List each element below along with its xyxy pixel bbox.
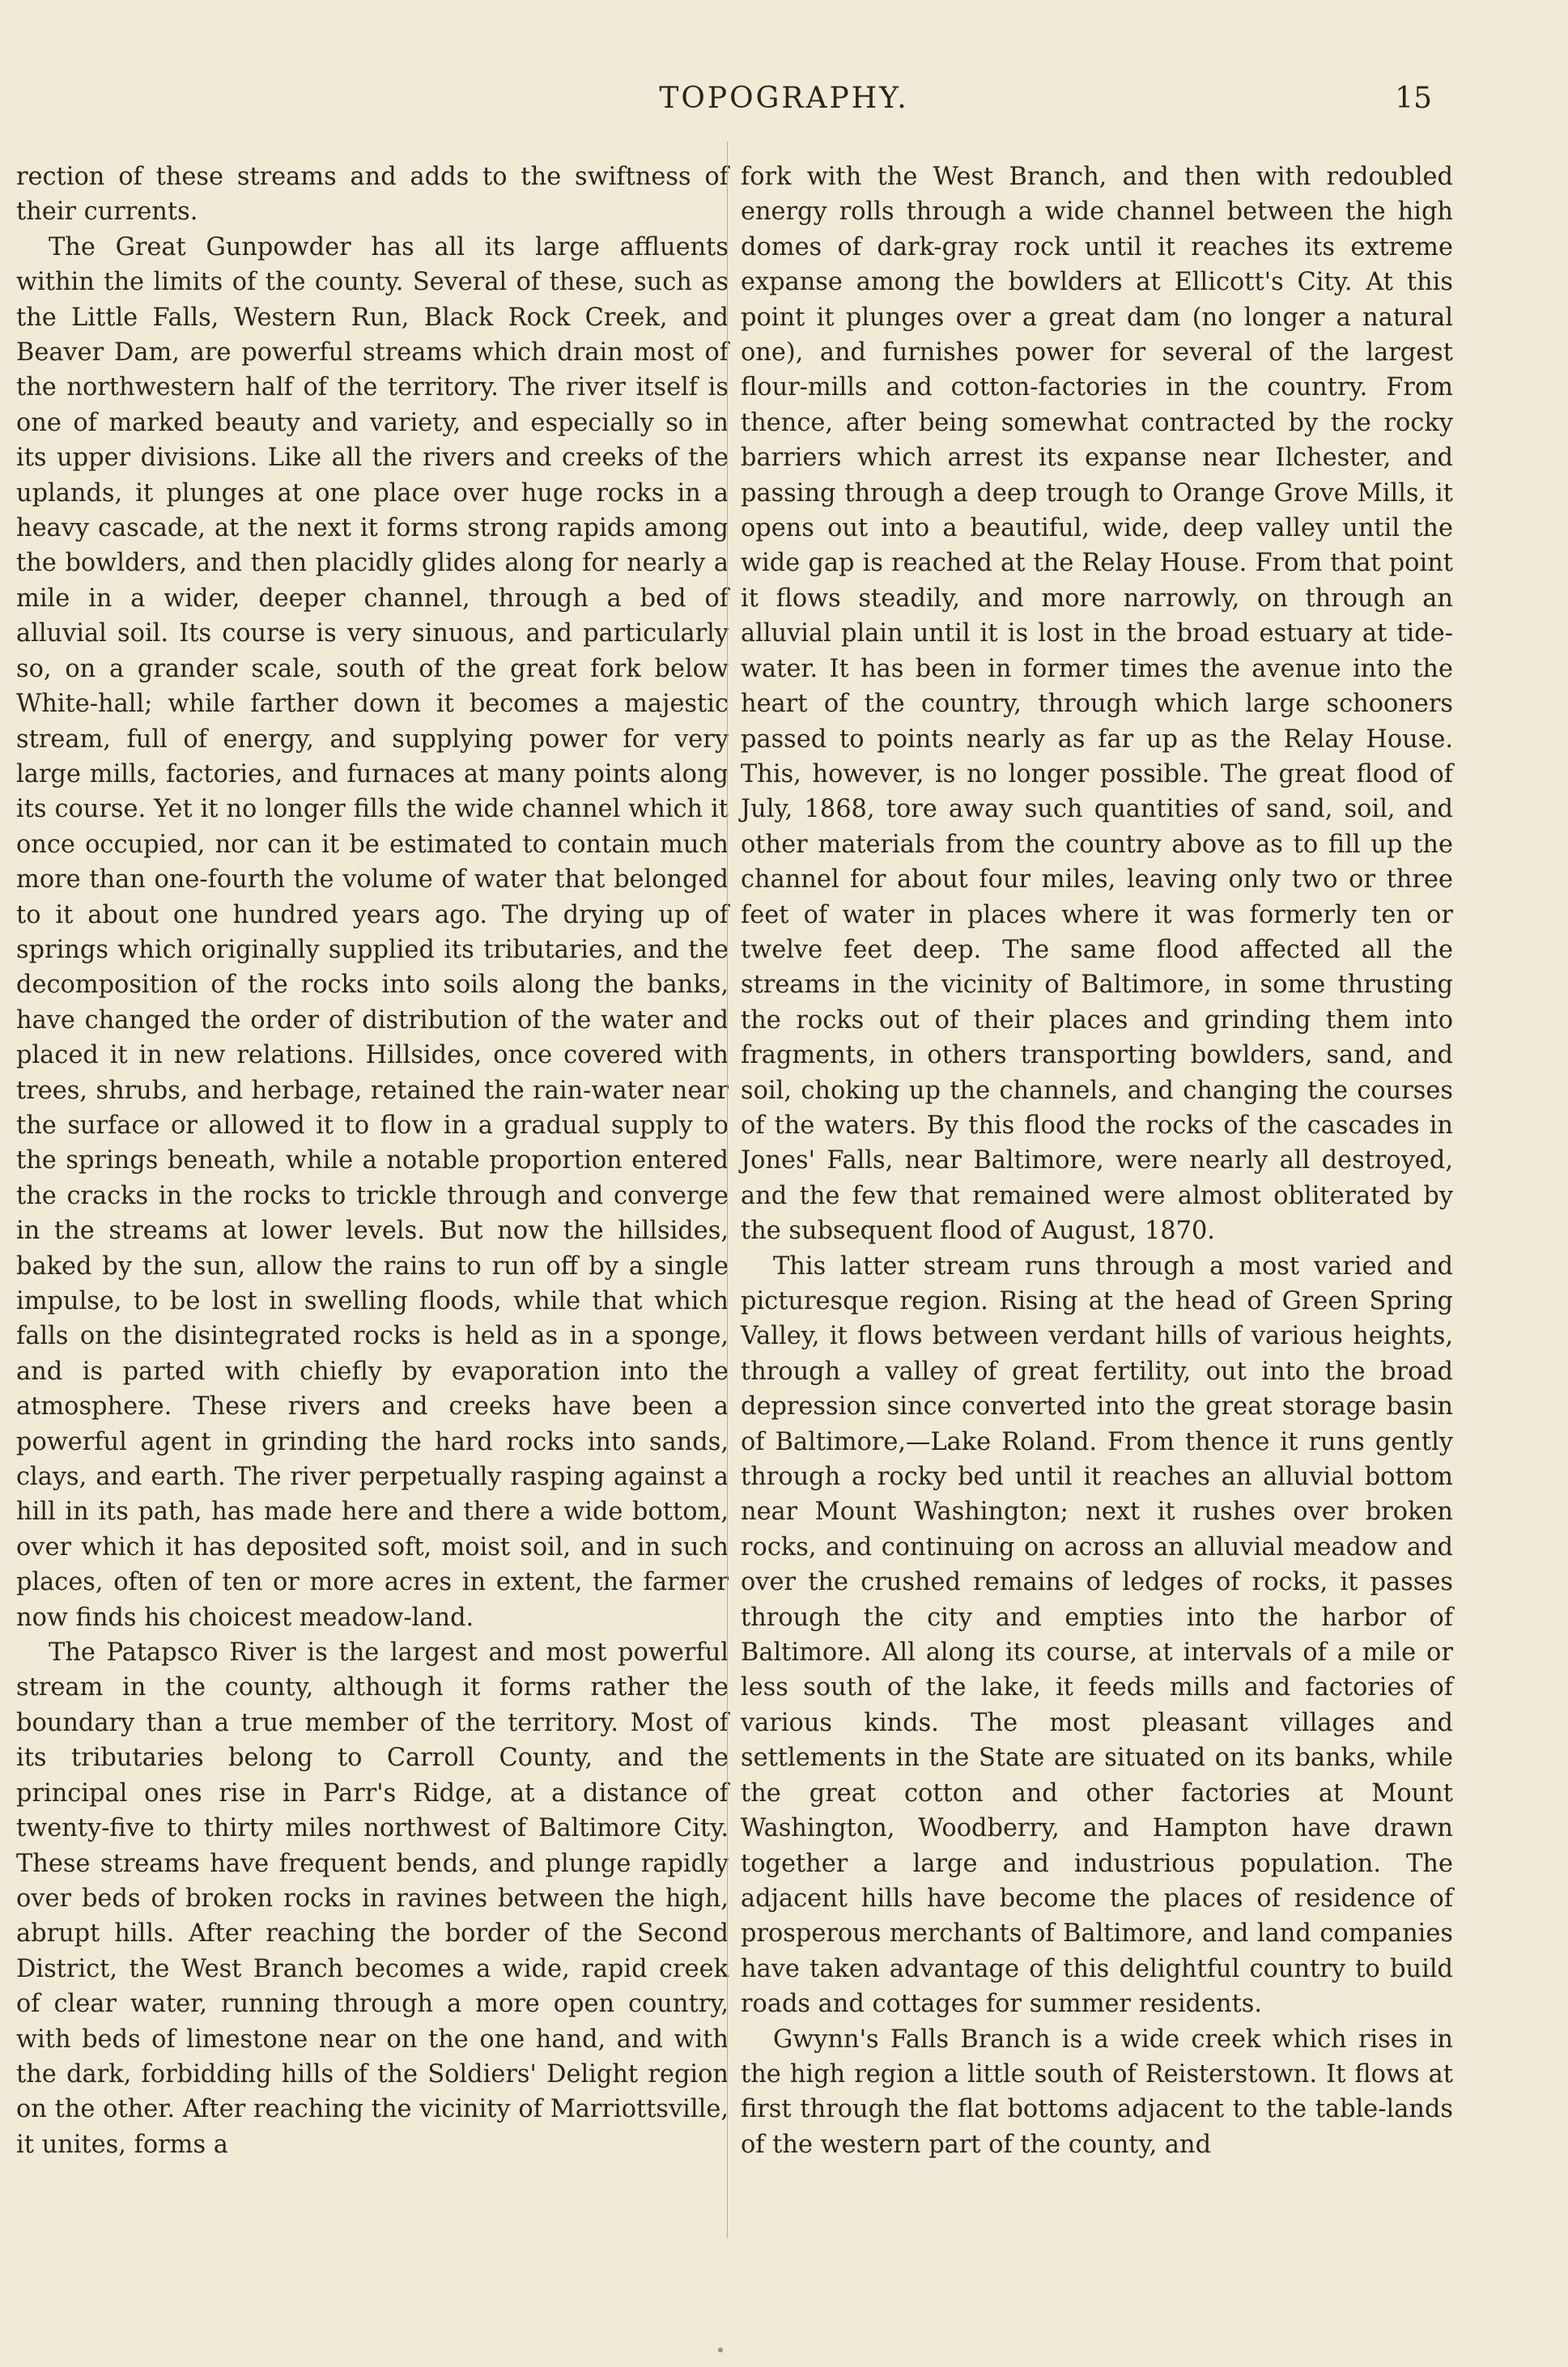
paragraph: Gwynn's Falls Branch is a wide creek which rises in the high region a little south of Reisterstown. It flows at first through the flat bottoms adjacent to the table-lands of the western part of the county, and <box>741 2025 1453 2159</box>
running-head <box>0 74 1568 123</box>
page-number: 15 <box>1395 82 1432 115</box>
right-column <box>741 159 1453 2162</box>
paragraph: The Patapsco River is the largest and most powerful stream in the county, although it forms rather the boundary than a true member of the territory. Most of its tributaries belong to Carroll County, and the principal ones rise in Parr's Ridge, at a distance of twenty-five to thirty miles northwest of Baltimore City. These streams have frequent bends, and plunge rapidly over beds of broken rocks in ravines between the high, abrupt hills. After reaching the border of the Second District, the West Branch becomes a wide, rapid creek of clear water, running through a more open country, with beds of limestone near on the one hand, and with the dark, forbidding hills of the Soldiers' Delight region on the other. After reaching the vicinity of Marriottsville, it unites, forms a <box>16 1638 729 2159</box>
paragraph: The Great Gunpowder has all its large affluents within the limits of the county. Several of these, such as the Little Falls, Western Run, Black Rock Creek, and Beaver Dam, are powerful streams which drain most of the northwestern half of the territory. The river itself is one of marked beauty and variety, and especially so in its upper divisions. Like all the rivers and creeks of the uplands, it plunges at one place over huge rocks in a heavy cascade, at the next it forms strong rapids among the bowlders, and then placidly glides along for nearly a mile in a wider, deeper channel, through a bed of alluvial soil. Its course is very sinuous, and particularly so, on a grander scale, south of the great fork below White-hall; while farther down it becomes a majestic stream, full of energy, and supplying power for very large mills, factories, and furnaces at many points along its course. Yet it no longer fills the wide channel which it once occupied, nor can it be estimated to contain much more than one-fourth the volume of water that belonged to it about one hundred years ago. The drying up of springs which originally supplied its tributaries, and the decomposition of the rocks into soils along the banks, have changed the order of distribution of the water and placed it in new relations. Hillsides, once covered with trees, shrubs, and herbage, retained the rain-water near the surface or allowed it to flow in a gradual supply to the springs beneath, while a notable proportion entered the cracks in the rocks to trickle through and converge in the streams at lower levels. But now the hillsides, baked by the sun, allow the rains to run off by a single impulse, to be lost in swelling floods, while that which falls on the disintegrated rocks is held as in a sponge, and is parted with chiefly by evaporation into the atmosphere. These rivers and creeks have been a powerful agent in grinding the hard rocks into sands, clays, and earth. The river perpetually rasping against a hill in its path, has made here and there a wide bottom, over which it has deposited soft, moist soil, and in such places, often of ten or more acres in extent, the farmer now finds his choicest meadow-land. <box>16 232 729 1632</box>
paragraph: This latter stream runs through a most varied and picturesque region. Rising at the head of Green Spring Valley, it flows between verdant hills of various heights, through a valley of great fertility, out into the broad depression since converted into the great storage basin of Baltimore,—Lake Roland. From thence it runs gently through a rocky bed until it reaches an alluvial bottom near Mount Washington; next it rushes over broken rocks, and continuing on across an alluvial meadow and over the crushed remains of ledges of rocks, it passes through the city and empties into the harbor of Baltimore. All along its course, at intervals of a mile or less south of the lake, it feeds mills and factories of various kinds. The most pleasant villages and settlements in the State are situated on its banks, while the great cotton and other factories at Mount Washington, Woodberry, and Hampton have drawn together a large and industrious population. The adjacent hills have become the places of residence of prosperous merchants of Baltimore, and land companies have taken advantage of this delightful country to build roads and cottages for summer residents. <box>741 1251 1453 2019</box>
left-column <box>16 159 729 2162</box>
paragraph: fork with the West Branch, and then with redoubled energy rolls through a wide channel between the high domes of dark-gray rock until it reaches its extreme expanse among the bowlders at Ellicott's City. At this point it plunges over a great dam (no longer a natural one), and furnishes power for several of the largest flour-mills and cotton-factories in the country. From thence, after being somewhat contracted by the rocky barriers which arrest its expanse near Ilchester, and passing through a deep trough to Orange Grove Mills, it opens out into a beautiful, wide, deep valley until the wide gap is reached at the Relay House. From that point it flows steadily, and more narrowly, on through an alluvial plain until it is lost in the broad estuary at tide-water. It has been in former times the avenue into the heart of the country, through which large schooners passed to points nearly as far up as the Relay House. This, however, is no longer possible. The great flood of July, 1868, tore away such quantities of sand, soil, and other materials from the country above as to fill up the channel for about four miles, leaving only two or three feet of water in places where it was formerly ten or twelve feet deep. The same flood affected all the streams in the vicinity of Baltimore, in some thrusting the rocks out of their places and grinding them into fragments, in others transporting bowlders, sand, and soil, choking up the channels, and changing the courses of the waters. By this flood the rocks of the cascades in Jones' Falls, near Baltimore, were nearly all destroyed, and the few that remained were almost obliterated by the subsequent flood of August, 1870. <box>741 163 1453 1246</box>
running-title: TOPOGRAPHY. <box>659 82 909 115</box>
column-divider <box>727 142 728 2238</box>
paragraph: rection of these streams and adds to the swiftness of their currents. <box>16 163 729 227</box>
ink-speck <box>718 2348 723 2352</box>
